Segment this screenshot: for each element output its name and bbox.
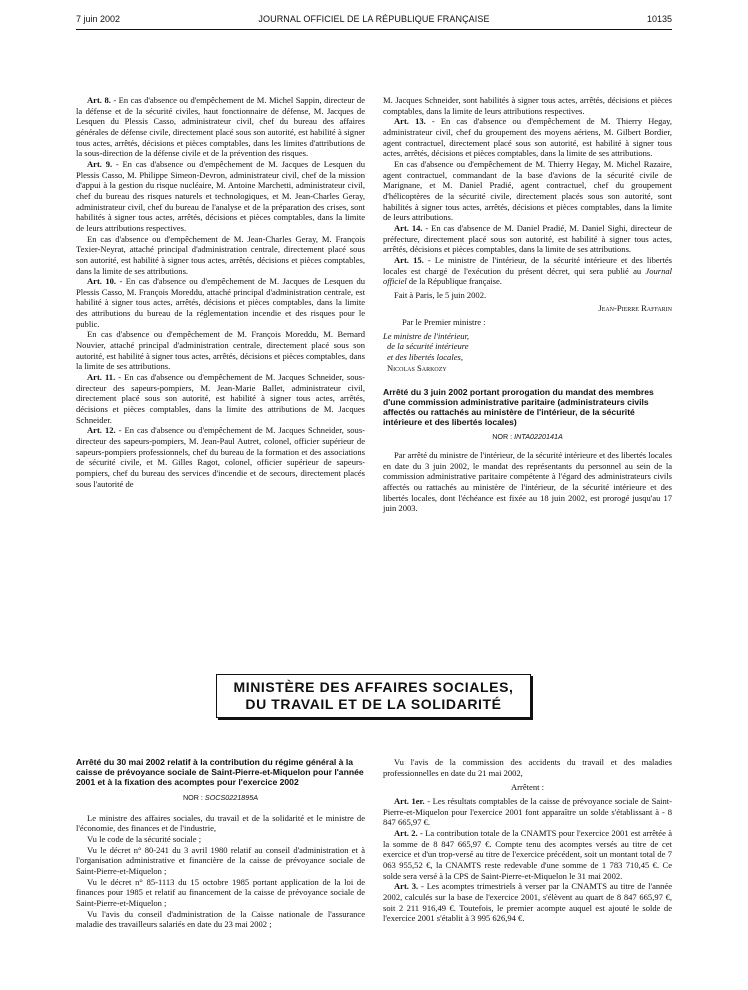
article-3-text: - Les acomptes trimestriels à verser par la CNAMTS au titre de l'année 2002, calculés sur la base de l'exercice 2001, s'élèvent au quart de 8 847 665,97 €, soit 2 211 916,49 €. Toutefois, le premier acompte auquel est ajouté le solde de l'exercice 2001 s'établit à 3 995 626,94 €.: [383, 881, 673, 924]
article-9-label: Art. 9.: [87, 158, 113, 169]
article-9-text: - En cas d'absence ou d'empêchement de M. Jacques de Lesquen du Plessis Casso, M. Philippe Simeon-Devron, administrateur civil, chef de la mission d'appui à la gestion du risque nucléaire, M. Antoine Marchetti, administrateur civil, chef du bureau des risques naturels et technologiques, et M. Jean-Charles Geray, administrateur civil, chef du bureau de l'analyse et de la préparation des crises, sont habilités à signer tous actes, arrêtés, décisions et pièces comptables, dans la limite de leurs attributions respectives.: [76, 158, 365, 233]
article-9: [76, 159, 365, 234]
minister-name: Nicolas Sarkozy: [387, 362, 447, 373]
article-2-label: Art. 2.: [394, 827, 418, 838]
lower-right-column: [383, 757, 672, 924]
article-15-text-b: de la République française.: [406, 276, 502, 287]
article-2-text: - La contribution totale de la CNAMTS pour l'exercice 2001 est arrêtée à la somme de 8 847 665,97 €. Compte tenu des acomptes versés au titre de cet exercice et d'un trop-versé au titre de l'exercice précédent, soit un montant total de 7 063 955,52 €, la CNAMTS reste redevable d'une somme de 1 783 710,45 €. Ce solde sera versé à la CPS de Saint-Pierre-et-Miquelon le 31 mai 2002.: [383, 827, 673, 881]
article-9-paragraph-2: En cas d'absence ou d'empêchement de M. Jean-Charles Geray, M. François Texier-Neyrat, attaché principal d'administration centrale, directement placé sous son autorité, est habilité à signer tous actes, arrêtés, décisions et pièces comptables, dans la limite de ses attributions.: [76, 233, 365, 276]
article-8-text: - En cas d'absence ou d'empêchement de M. Michel Sappin, directeur de la défense et de la sécurité civiles, haut fonctionnaire de défense, M. Jacques de Lesquen du Plessis Casso, administrateur civil, chef du bureau des affaires générales de défense civile, directement placé sous son autorité, est habilité à signer tous actes, arrêtés, décisions et pièces comptables, dans les limites d'attributions de la sous-direction de la défense civile et de la prévention des risques.: [76, 95, 366, 159]
minister-title-2: de la sécurité intérieure: [387, 341, 469, 352]
arrete-30-mai-title: Arrêté du 30 mai 2002 relatif à la contribution du régime général à la caisse de prévoyance sociale de Saint-Pierre-et-Miquelon pour l'année 2001 et à la fixation des acomptes pour l'exercice 2002: [76, 757, 364, 787]
visa-decret-1985: Vu le décret n° 85-1113 du 15 octobre 1985 portant application de la loi de finances pour 1985 et relatif au financement de la caisse de prévoyance sociale de Saint-Pierre-et-Miquelon ;: [76, 876, 365, 908]
article-14: [383, 223, 672, 255]
article-10-paragraph-2: En cas d'absence ou d'empêchement de M. François Moreddu, M. Bernard Nouvier, attaché principal d'administration centrale, directement placé sous son autorité, est habilité à signer tous actes, arrêtés, décisions et pièces comptables, dans la limite de ses attributions.: [76, 329, 365, 372]
lower-left-column: [76, 757, 365, 930]
par-premier-ministre: Par le Premier ministre :: [402, 317, 486, 328]
article-15: [383, 255, 672, 287]
visa-decret-1980: Vu le décret n° 80-241 du 3 avril 1980 relatif au conseil d'administration et à l'organisation administrative et financière de la caisse de prévoyance sociale de Saint-Pierre-et-Miquelon ;: [76, 844, 365, 876]
ministry-heading: [216, 674, 531, 718]
article-11: [76, 372, 365, 425]
page-number: 10135: [646, 14, 672, 24]
article-2: [383, 828, 672, 881]
article-1-text: - Les résultats comptables de la caisse de prévoyance sociale de Saint-Pierre-et-Miquelon pour l'exercice 2001 font apparaître un solde s'établissant à - 8 847 665,97 €.: [383, 795, 672, 828]
visa-avis-commission: Vu l'avis de la commission des accidents du travail et des maladies professionnelles en date du 21 mai 2002,: [383, 757, 672, 778]
article-3: [383, 881, 672, 924]
arretent: Arrêtent :: [511, 782, 544, 793]
article-10-label: Art. 10.: [87, 276, 117, 287]
running-header: [76, 14, 672, 28]
article-13: [383, 116, 672, 159]
article-12-label: Art. 12.: [87, 425, 116, 436]
nor-label: NOR :: [492, 432, 515, 442]
article-3-label: Art. 3.: [394, 881, 419, 892]
right-column: [383, 95, 672, 514]
article-10: [76, 276, 365, 329]
minister-title-1: Le ministre de l'intérieur,: [383, 330, 470, 341]
article-12-continuation: M. Jacques Schneider, sont habilités à signer tous actes, arrêtés, décisions et pièces comptables, dans la limite de leurs attributions respectives.: [383, 95, 672, 116]
article-13-text: - En cas d'absence ou d'empêchement de M. Thierry Hegay, administrateur civil, chef du groupement des moyens aériens, M. Gilbert Bordier, agent contractuel, directement placé sous son autorité, est habilité à signer tous actes, arrêtés, décisions et pièces comptables, dans la limite de ses attributions.: [383, 116, 672, 159]
fait-a-paris: Fait à Paris, le 5 juin 2002.: [394, 289, 487, 300]
ministry-line-2: DU TRAVAIL ET DE LA SOLIDARITÉ: [245, 696, 502, 712]
article-10-text: - En cas d'absence ou d'empêchement de M. Jacques de Lesquen du Plessis Casso, M. François Moreddu, attaché principal d'administration centrale, est habilité à signer tous actes, arrêtés, décisions et pièces comptables, dans la limite des attributions du bureau de la réglementation incendie et des risques pour le public.: [76, 276, 365, 329]
article-12-text: - En cas d'absence ou d'empêchement de M. Jacques Schneider, sous-directeur des sapeurs-pompiers, M. Jean-Paul Autret, colonel, officier supérieur de sapeurs-pompiers professionnels, chef du bureau de la formation et des associations de sécurité civile, et M. Gilles Ragot, colonel, officier supérieur de sapeurs-pompiers, chef du bureau des services d'incendie et de secours, directement placés sous l'autorité de: [76, 425, 365, 489]
article-11-text: - En cas d'absence ou d'empêchement de M. Jacques Schneider, sous-directeur des sapeurs-pompiers, M. Jean-Marie Ballet, administrateur civil, directement placé sous son autorité, est habilité à signer tous actes, arrêtés, décisions et pièces comptables, dans la limite des attributions de M. Jacques Schneider.: [76, 372, 365, 425]
article-14-text: - En cas d'absence de M. Daniel Pradié, M. Daniel Sighi, directeur de préfecture, directement placé sous son autorité, est habilité à signer tous actes, arrêtés, décisions et pièces comptables, dans la limite de ses attributions.: [383, 222, 672, 255]
arrete-30-mai-nor: [76, 793, 365, 804]
ministry-line-1: MINISTÈRE DES AFFAIRES SOCIALES,: [233, 679, 514, 695]
header-date: 7 juin 2002: [76, 14, 121, 24]
article-12: [76, 425, 365, 489]
article-8: [76, 95, 365, 159]
preamble: Le ministre des affaires sociales, du travail et de la solidarité et le ministre de l'économie, des finances et de l'industrie,: [76, 812, 365, 834]
minister-title-3: et des libertés locales,: [387, 352, 463, 363]
article-1-label: Art. 1er.: [394, 795, 425, 806]
article-8-label: Art. 8.: [87, 95, 111, 105]
visa-avis-cnamts: Vu l'avis du conseil d'administration de la Caisse nationale de l'assurance maladie des travailleurs salariés en date du 23 mai 2002 ;: [76, 908, 365, 930]
article-15-journal: Journal officiel: [383, 265, 672, 287]
article-11-label: Art. 11.: [87, 372, 116, 383]
visa-code: Vu le code de la sécurité sociale ;: [87, 833, 202, 844]
arrete-3-juin-text: Par arrêté du ministre de l'intérieur, de la sécurité intérieure et des libertés locales en date du 3 juin 2002, le mandat des représentants du personnel au sein de la commission administrative paritaire compétente à l'égard des administrateurs civils affectés ou rattachés au ministère de l'intérieur, de la sécurité intérieure et des libertés locales, dont l'échéance est fixée au 18 juin 2002, est prorogé jusqu'au 17 juin 2003.: [383, 450, 672, 514]
signer-prime-minister: Jean-Pierre Raffarin: [598, 303, 672, 314]
article-15-label: Art. 15.: [394, 254, 424, 265]
arrete-3-juin-title: Arrêté du 3 juin 2002 portant prorogation du mandat des membres d'une commission administrative paritaire (administrateurs civils affectés ou rattachés au ministère de l'intérieur, de la sécurité intérieure et des libertés locales): [383, 387, 654, 428]
article-13-label: Art. 13.: [394, 116, 426, 127]
nor-code: INTA0220141A: [514, 432, 563, 442]
header-rule: [76, 29, 672, 30]
article-13-paragraph-2: En cas d'absence ou d'empêchement de M. Thierry Hegay, M. Michel Razaire, agent contractuel, commandant de la base d'avions de la sécurité civile de Marignane, et M. Daniel Pradié, agent contractuel, chef du groupement d'hélicoptères de la sécurité civile, directement placés sous son autorité, sont habilités à signer tous actes, arrêtés, décisions et pièces comptables, dans la limite de leurs attributions.: [383, 158, 672, 223]
article-15-text-a: - Le ministre de l'intérieur, de la sécurité intérieure et des libertés locales est chargé de l'exécution du présent décret, qui sera publié au: [383, 254, 672, 276]
nor-label-2: NOR :: [182, 793, 205, 802]
arrete-3-juin-nor: [383, 432, 672, 443]
article-14-label: Art. 14.: [394, 222, 423, 233]
left-column: [76, 95, 365, 489]
journal-title: JOURNAL OFFICIEL DE LA RÉPUBLIQUE FRANÇAISE: [258, 14, 490, 24]
article-1: [383, 796, 672, 828]
nor-code-2: SOCS0221895A: [204, 793, 259, 802]
